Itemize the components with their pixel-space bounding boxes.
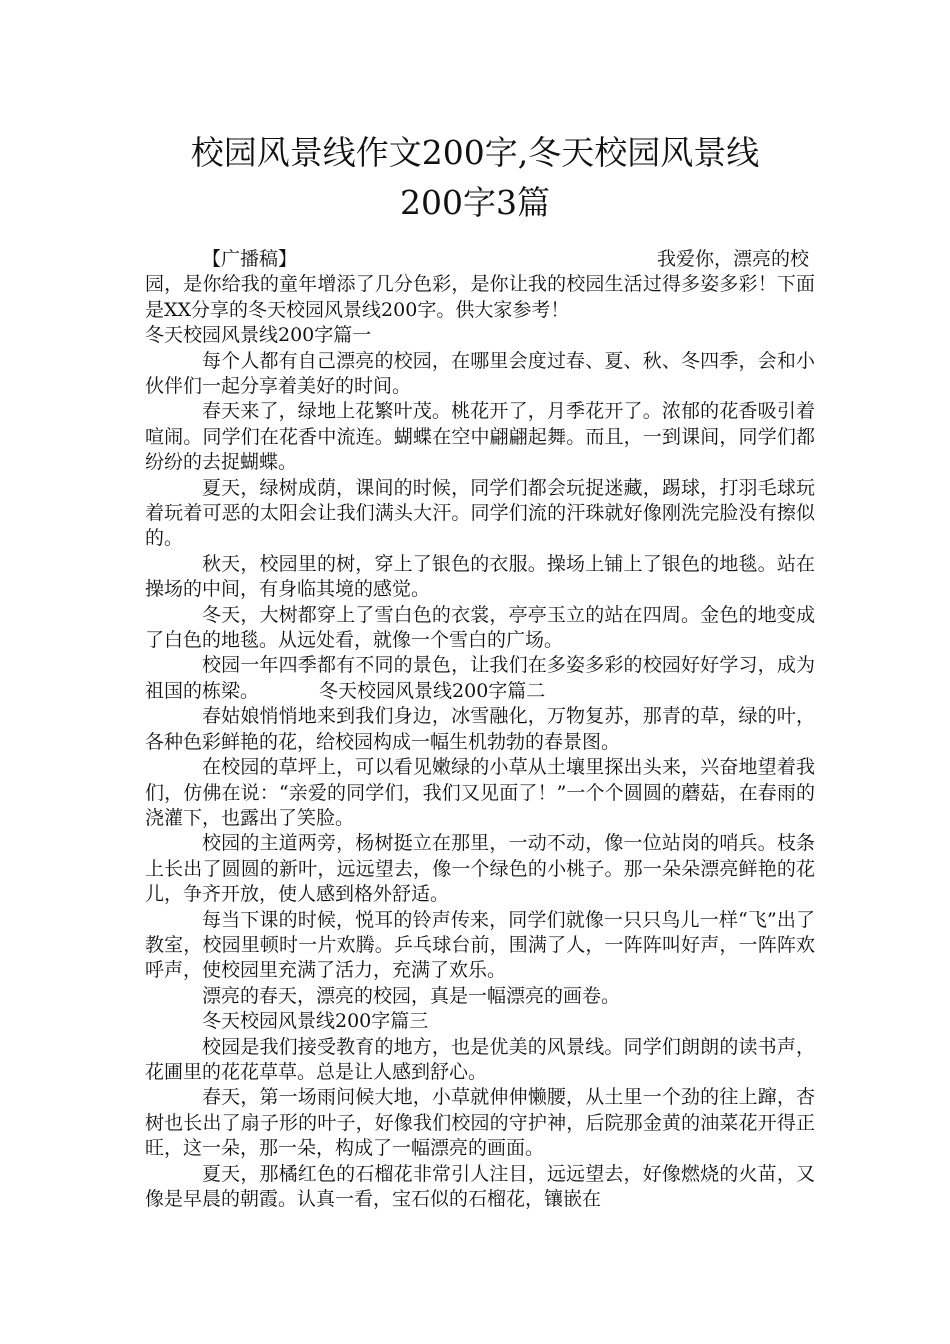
essay2-paragraph: 在校园的草坪上，可以看见嫩绿的小草从土壤里探出头来，兴奋地望着我们，仿佛在说：“亲爱的同学们，我们又见面了！”一个个圆圆的蘑菇，在春雨的浇灌下，也露出了笑脸。	[145, 756, 815, 829]
intro-lead-text: 我爱你，漂亮的校	[656, 248, 809, 270]
intro-paragraph: 园，是你给我的童年增添了几分色彩，是你让我的校园生活过得多姿多彩！下面是XX分享的冬天校园风景线200字。供大家参考！	[145, 273, 815, 321]
title-line-1: 校园风景线作文200字,冬天校园风景线	[190, 133, 760, 172]
document-body	[145, 247, 815, 1212]
essay2-paragraph: 每当下课的时候，悦耳的铃声传来，同学们就像一只只鸟儿一样“飞”出了教室，校园里顿时一片欢腾。乒乓球台前，围满了人，一阵阵叫好声，一阵阵欢呼声，使校园里充满了活力，充满了欢乐。	[145, 908, 815, 982]
essay2-paragraph: 春姑娘悄悄地来到我们身边，冰雪融化，万物复苏，那青的草，绿的叶，各种色彩鲜艳的花，给校园构成一幅生机勃勃的春景图。	[145, 705, 815, 753]
essay3-paragraph: 春天，第一场雨问候大地，小草就伸伸懒腰，从土里一个劲的往上蹿，杏树也长出了扇子形的叶子，好像我们校园的守护神，后院那金黄的油菜花开得正旺，这一朵，那一朵，构成了一幅漂亮的画面。	[145, 1086, 815, 1160]
essay2-paragraph: 漂亮的春天，漂亮的校园，真是一幅漂亮的画卷。	[202, 984, 621, 1007]
essay3-paragraph: 夏天，那橘红色的石榴花非常引人注目，远远望去，好像燃烧的火苗，又像是早晨的朝霞。认真一看，宝石似的石榴花，镶嵌在	[145, 1162, 815, 1211]
section-heading-1: 冬天校园风景线200字篇一	[145, 324, 372, 347]
essay1-closing-paragraph	[145, 653, 815, 704]
essay1-closing-text: 校园一年四季都有不同的景色，让我们在多姿多彩的校园好好学习，成为祖国的栋梁。	[145, 654, 815, 702]
essay1-paragraph: 春天来了，绿地上花繁叶茂。桃花开了，月季花开了。浓郁的花香吸引着喧闹。同学们在花香中流连。蝴蝶在空中翩翩起舞。而且，一到课间，同学们都纷纷的去捉蝴蝶。	[145, 400, 815, 474]
essay1-paragraph: 冬天，大树都穿上了雪白色的衣裳，亭亭玉立的站在四周。金色的地变成了白色的地毯。从远处看，就像一个雪白的广场。	[145, 603, 815, 652]
essay1-paragraph: 秋天，校园里的树，穿上了银色的衣服。操场上铺上了银色的地毯。站在操场的中间，有身临其境的感觉。	[145, 552, 815, 601]
document-title	[80, 128, 870, 228]
essay1-paragraph: 夏天，绿树成荫，课间的时候，同学们都会玩捉迷藏，踢球，打羽毛球玩着玩着可恶的太阳会让我们满头大汗。同学们流的汗珠就好像刚洗完脸没有擦似的。	[145, 476, 815, 550]
essay3-paragraph: 校园是我们接受教育的地方，也是优美的风景线。同学们朗朗的读书声，花圃里的花花草草。总是让人感到舒心。	[145, 1035, 815, 1083]
essay1-paragraph: 每个人都有自己漂亮的校园，在哪里会度过春、夏、秋、冬四季，会和小伙伴们一起分享着美好的时间。	[145, 349, 815, 398]
section-heading-3: 冬天校园风景线200字篇三	[202, 1010, 429, 1033]
section-heading-2: 冬天校园风景线200字篇二	[319, 679, 546, 702]
intro-first-line	[145, 247, 815, 272]
broadcast-tag: 【广播稿】	[202, 248, 298, 270]
essay2-paragraph: 校园的主道两旁，杨树挺立在那里，一动不动，像一位站岗的哨兵。枝条上长出了圆圆的新叶，远远望去，像一个绿色的小桃子。那一朵朵漂亮鲜艳的花儿，争齐开放，使人感到格外舒适。	[145, 832, 815, 906]
title-line-2: 200字3篇	[400, 183, 550, 222]
